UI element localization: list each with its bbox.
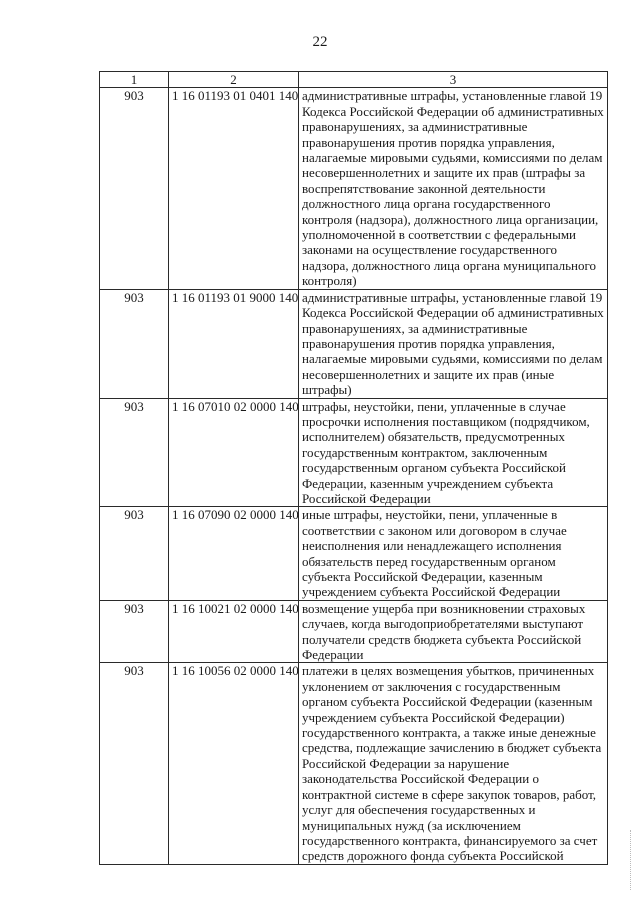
- table-row: [100, 289, 608, 398]
- table-header-row: [100, 72, 608, 88]
- table-row: [100, 663, 608, 864]
- revenue-name-cell: платежи в целях возмещения убытков, причиненных уклонением от заключения с государственным органом субъекта Российской Федерации (казенным учреждением субъекта Российской Федерации) государственного контракта, а также иные денежные средства, подлежащие зачислению в бюджет субъекта Российской Федерации за нарушение законодательства Российской Федерации о контрактной системе в сфере закупок товаров, работ, услуг для обеспечения государственных и муниципальных нужд (за исключением государственного контракта, финансируемого за счет средств дорожного фонда субъекта Российской: [299, 663, 608, 864]
- budget-revenue-table: [99, 71, 608, 865]
- table-row: [100, 398, 608, 507]
- table-row: [100, 88, 608, 289]
- column-header-2: 2: [169, 72, 299, 88]
- revenue-name-cell: штрафы, неустойки, пени, уплаченные в случае просрочки исполнения поставщиком (подрядчиком, исполнителем) обязательств, предусмотренных государственным контрактом, заключенным государственным органом субъекта Российской Федерации, казенным учреждением субъекта Российской Федерации: [299, 398, 608, 507]
- admin-code-cell: 903: [100, 289, 169, 398]
- column-header-3: 3: [299, 72, 608, 88]
- revenue-name-cell: административные штрафы, установленные главой 19 Кодекса Российской Федерации об административных правонарушениях, за административные правонарушения против порядка управления, налагаемые мировыми судьями, комиссиями по делам несовершеннолетних и защите их прав (штрафы за воспрепятствование законной деятельности должностного лица органа государственного контроля (надзора), должностного лица организации, уполномоченной в соответствии с федеральными законами на осуществление государственного надзора, должностного лица органа муниципального контроля): [299, 88, 608, 289]
- revenue-code-cell: 1 16 10056 02 0000 140: [169, 663, 299, 864]
- revenue-code-cell: 1 16 07090 02 0000 140: [169, 507, 299, 600]
- admin-code-cell: 903: [100, 600, 169, 663]
- admin-code-cell: 903: [100, 88, 169, 289]
- revenue-name-cell: административные штрафы, установленные главой 19 Кодекса Российской Федерации об административных правонарушениях, за административные правонарушения против порядка управления, налагаемые мировыми судьями, комиссиями по делам несовершеннолетних и защите их прав (иные штрафы): [299, 289, 608, 398]
- page-number: 22: [312, 34, 328, 50]
- revenue-code-cell: 1 16 01193 01 9000 140: [169, 289, 299, 398]
- admin-code-cell: 903: [100, 507, 169, 600]
- column-header-1: 1: [100, 72, 169, 88]
- scan-edge-mark: [630, 830, 634, 890]
- revenue-code-cell: 1 16 07010 02 0000 140: [169, 398, 299, 507]
- table-row: [100, 507, 608, 600]
- revenue-code-cell: 1 16 10021 02 0000 140: [169, 600, 299, 663]
- table-row: [100, 600, 608, 663]
- admin-code-cell: 903: [100, 663, 169, 864]
- revenue-code-cell: 1 16 01193 01 0401 140: [169, 88, 299, 289]
- revenue-name-cell: возмещение ущерба при возникновении страховых случаев, когда выгодоприобретателями выступают получатели средств бюджета субъекта Российской Федерации: [299, 600, 608, 663]
- admin-code-cell: 903: [100, 398, 169, 507]
- revenue-name-cell: иные штрафы, неустойки, пени, уплаченные в соответствии с законом или договором в случае неисполнения или ненадлежащего исполнения обязательств перед государственным органом субъекта Российской Федерации, казенным учреждением субъекта Российской Федерации: [299, 507, 608, 600]
